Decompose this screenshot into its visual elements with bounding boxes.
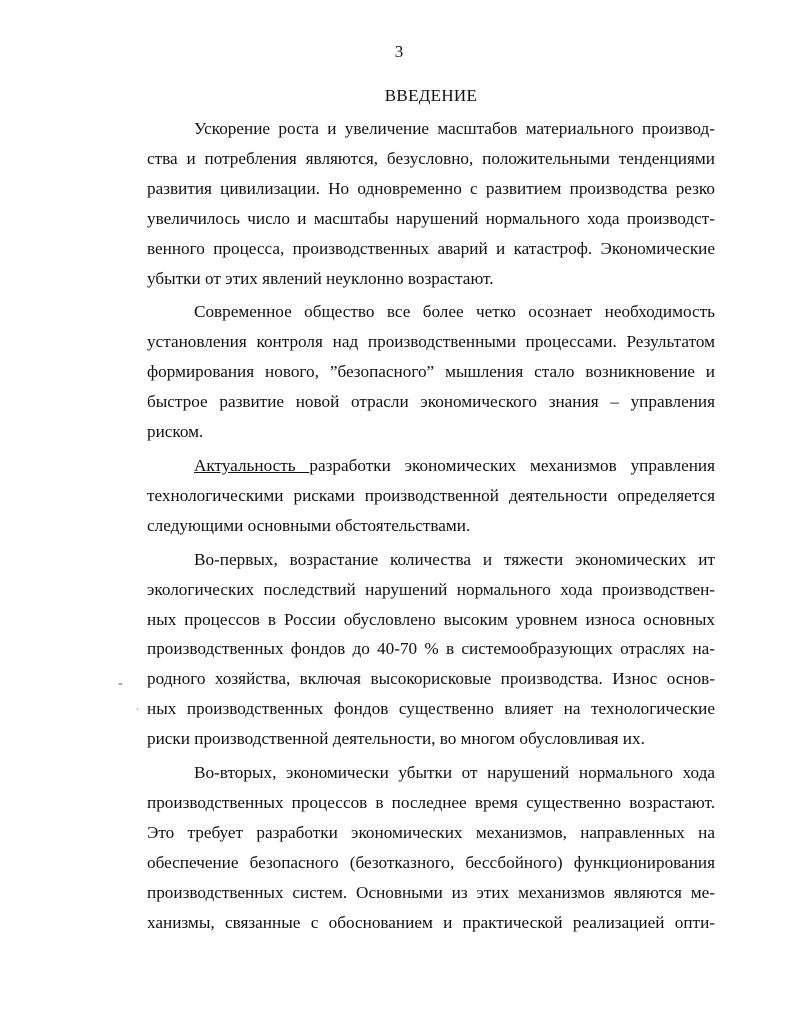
text-line: увеличилось число и масштабы нарушений нормального хода производст- <box>147 208 715 228</box>
text-line: риски производственной деятельности, во многом обусловливая их. <box>147 729 645 749</box>
text-line: быстрое развитие новой отрасли экономического знания – управления <box>147 392 715 412</box>
text-line: экологических последствий нарушений нормального хода производствен- <box>147 579 715 599</box>
text-line: следующими основными обстоятельствами. <box>147 515 471 535</box>
underlined-term: Актуальность <box>194 455 310 475</box>
text-line: технологическими рисками производственной деятельности определяется <box>147 485 715 505</box>
text-line: ных производственных фондов существенно влияет на технологические <box>147 699 715 719</box>
text-line: Современное общество все более четко осознает необходимость <box>194 302 715 322</box>
text-line: убытки от этих явлений неуклонно возрастают. <box>147 268 494 288</box>
text-line: формирования нового, ”безопасного” мышления стало возникновение и <box>147 362 715 382</box>
text-line: Во-вторых, экономически убытки от нарушений нормального хода <box>194 763 715 783</box>
paragraph-1 <box>147 114 715 293</box>
text-line: обеспечение безопасного (безотказного, бессбойного) функционирования <box>147 852 715 872</box>
text-line: Во-первых, возрастание количества и тяжести экономических ит <box>194 549 715 569</box>
text-line: производственных процессов в последнее время существенно возрастают. <box>147 792 715 812</box>
paragraph-4 <box>147 545 715 754</box>
text-line: ства и потребления являются, безусловно, положительными тенденциями <box>147 148 715 168</box>
text-line: ных процессов в России обусловлено высоким уровнем износа основных <box>147 609 715 629</box>
text-line: риском. <box>147 422 204 442</box>
text-line: установления контроля над производственными процессами. Результатом <box>147 332 715 352</box>
page-number: 3 <box>394 42 404 61</box>
text-line-rest: разработки экономических механизмов управления <box>309 455 715 475</box>
text-line: Это требует разработки экономических механизмов, направленных на <box>147 822 715 842</box>
text-line: производственных систем. Основными из этих механизмов являются ме- <box>147 882 715 902</box>
section-title: ВВЕДЕНИЕ <box>384 86 478 105</box>
text-line: Ускорение роста и увеличение масштабов материального производ- <box>194 119 715 138</box>
scan-speck: - <box>118 676 123 691</box>
text-line <box>147 451 715 481</box>
text-line: родного хозяйства, включая высокорисковые производства. Износ основ- <box>147 669 715 689</box>
paragraph-3 <box>147 451 715 541</box>
paragraph-2 <box>147 297 715 447</box>
text-line: ханизмы, связанные с обоснованием и практической реализацией опти- <box>147 912 715 932</box>
paragraph-5 <box>147 758 715 937</box>
text-line: производственных фондов до 40-70 % в системообразующих отраслях на- <box>147 639 715 659</box>
scan-speck: ` <box>136 708 140 719</box>
text-line: венного процесса, производственных аварий и катастроф. Экономические <box>147 238 715 258</box>
body-text <box>147 114 715 941</box>
text-line: развития цивилизации. Но одновременно с развитием производства резко <box>147 178 715 198</box>
